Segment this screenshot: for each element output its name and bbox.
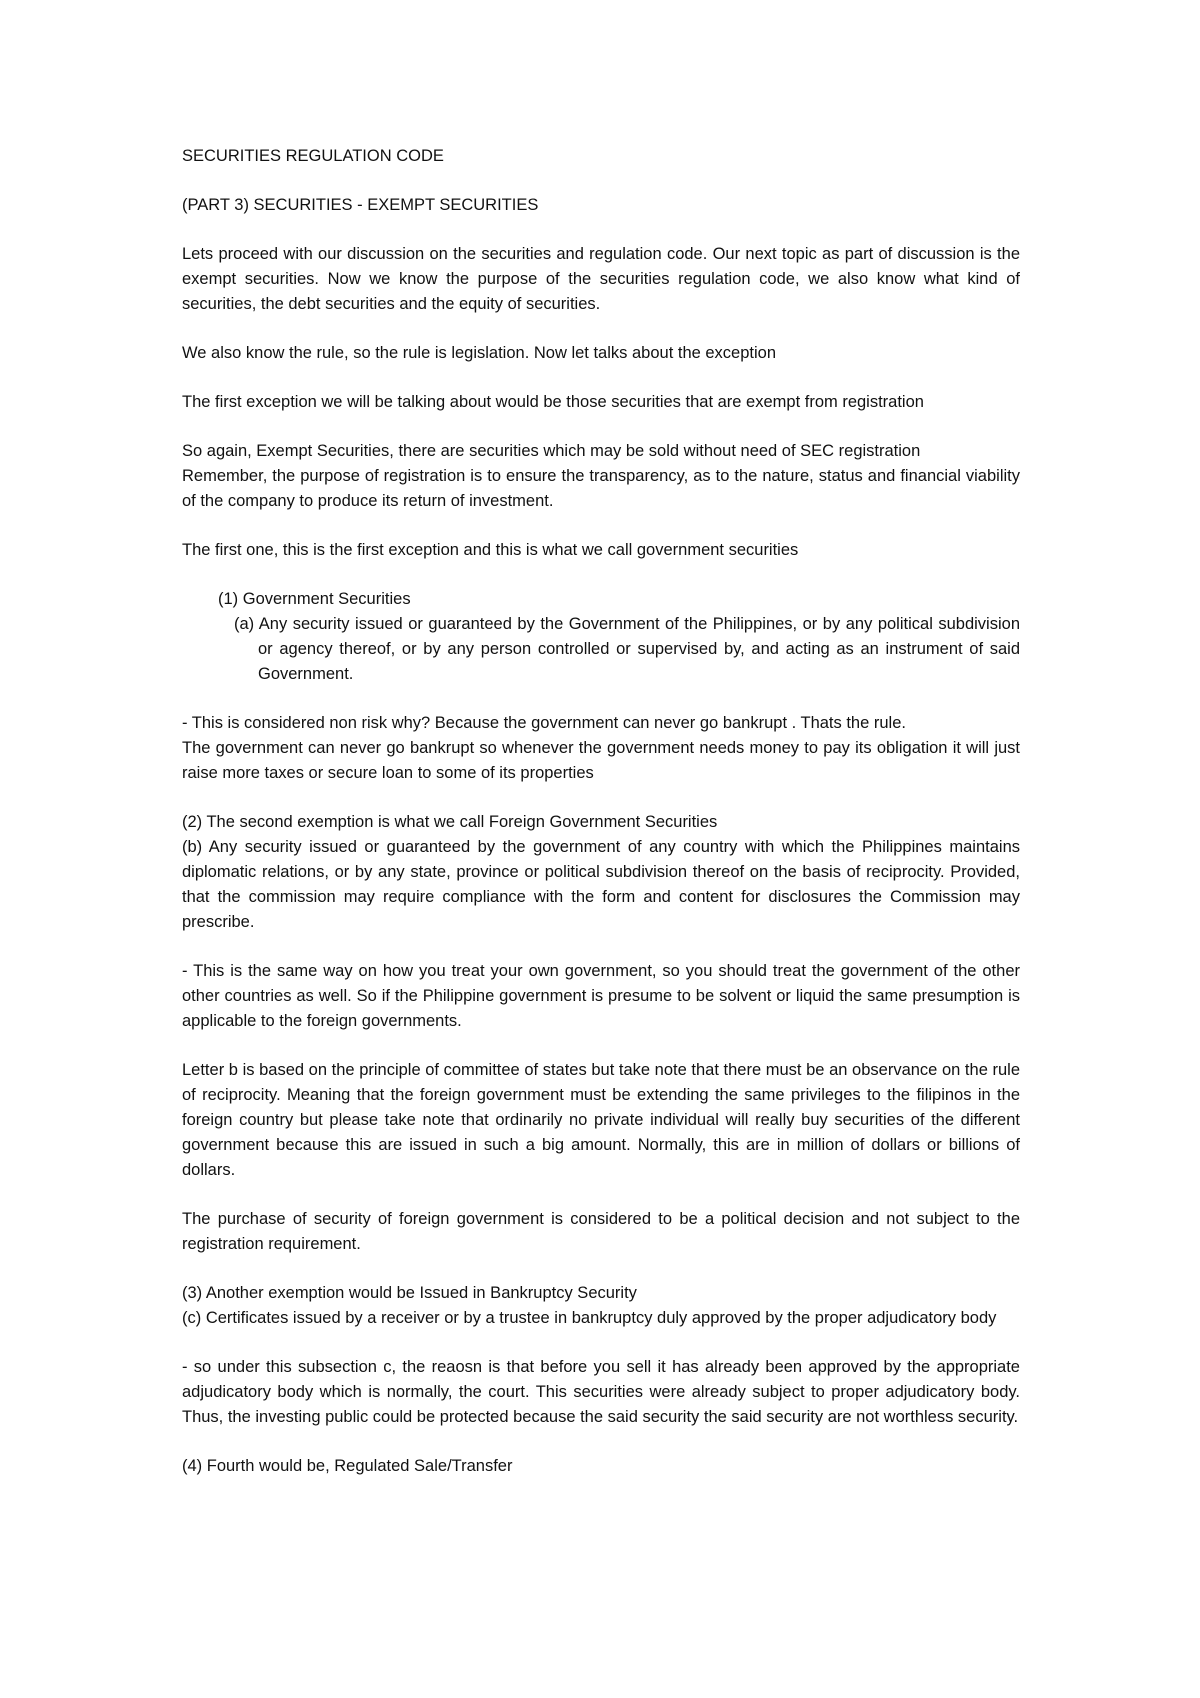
foreign-text: (b) Any security issued or guaranteed by the government of any country with which the Philippines maintains diplomatic relations, or by any state, province or political subdivision thereof on the basis of reciprocity. Provided, that the commission may require compliance with the form and content for disclosures the Commission may prescribe. <box>182 838 1020 931</box>
government-note-line-2: The government can never go bankrupt so whenever the government needs money to pay its obligation it will just raise more taxes or secure loan to some of its properties <box>182 739 1020 782</box>
exempt-line-2: Remember, the purpose of registration is to ensure the transparency, as to the nature, status and financial viability of the company to produce its return of investment. <box>182 467 1020 510</box>
foreign-note-paragraph: - This is the same way on how you treat your own government, so you should treat the government of the other other countries as well. So if the Philippine government is presume to be solvent or liquid the same presumption is applicable to the foreign governments. <box>182 962 1020 1030</box>
exempt-line-1: So again, Exempt Securities, there are securities which may be sold without need of SEC registration <box>182 442 921 460</box>
government-note-paragraph <box>182 711 1020 786</box>
list-item-1: (1) Government Securities <box>218 590 411 608</box>
bankruptcy-heading: (3) Another exemption would be Issued in Bankruptcy Security <box>182 1284 637 1302</box>
fourth-exemption-heading: (4) Fourth would be, Regulated Sale/Transfer <box>182 1457 513 1475</box>
document-page <box>182 144 1020 1479</box>
foreign-securities-paragraph <box>182 810 1020 935</box>
document-title: SECURITIES REGULATION CODE <box>182 147 444 165</box>
foreign-heading: (2) The second exemption is what we call Foreign Government Securities <box>182 813 718 831</box>
exempt-securities-paragraph <box>182 439 1020 514</box>
rule-paragraph: We also know the rule, so the rule is legislation. Now let talks about the exception <box>182 344 777 362</box>
bankruptcy-text: (c) Certificates issued by a receiver or by a trustee in bankruptcy duly approved by the proper adjudicatory body <box>182 1309 997 1327</box>
government-note-line-1: - This is considered non risk why? Because the government can never go bankrupt . Thats the rule. <box>182 714 906 732</box>
bankruptcy-paragraph <box>182 1281 1020 1331</box>
bankruptcy-note-paragraph: - so under this subsection c, the reaosn is that before you sell it has already been approved by the appropriate adjudicatory body which is normally, the court. This securities were already subject to proper adjudicatory body. Thus, the investing public could be protected because the said security the said security are not worthless security. <box>182 1358 1020 1426</box>
list-item-a: (a) Any security issued or guaranteed by the Government of the Philippines, or by any political subdivision or agency thereof, or by any person controlled or supervised by, and acting as an instrument of said Government. <box>234 615 1020 683</box>
government-securities-list <box>182 587 1020 687</box>
intro-paragraph: Lets proceed with our discussion on the securities and regulation code. Our next topic as part of discussion is the exempt securities. Now we know the purpose of the securities regulation code, we also know what kind of securities, the debt securities and the equity of securities. <box>182 245 1020 313</box>
government-intro-paragraph: The first one, this is the first exception and this is what we call government securities <box>182 541 799 559</box>
letter-b-paragraph: Letter b is based on the principle of committee of states but take note that there must be an observance on the rule of reciprocity. Meaning that the foreign government must be extending the same privileges to the filipinos in the foreign country but please take note that ordinarily no private individual will really buy securities of the different government because this are issued in such a big amount. Normally, this are in million of dollars or billions of dollars. <box>182 1061 1020 1179</box>
purchase-paragraph: The purchase of security of foreign government is considered to be a political decision and not subject to the registration requirement. <box>182 1210 1020 1253</box>
first-exception-paragraph: The first exception we will be talking about would be those securities that are exempt from registration <box>182 393 924 411</box>
document-subtitle: (PART 3) SECURITIES - EXEMPT SECURITIES <box>182 196 539 214</box>
